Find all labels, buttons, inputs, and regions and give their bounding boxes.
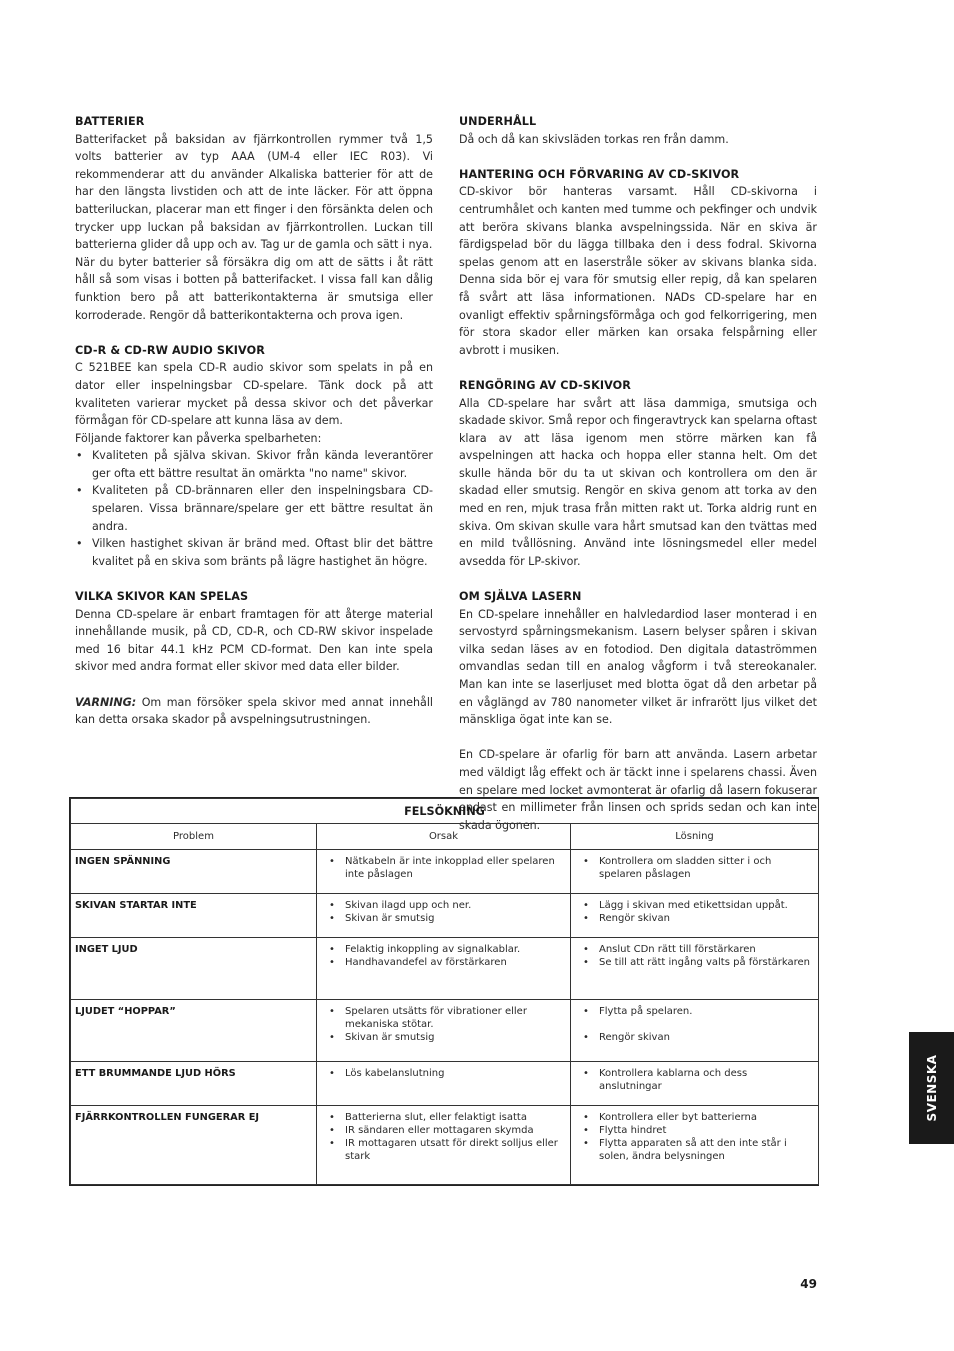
table-header-row (71, 824, 819, 850)
troubleshooting-table (69, 797, 819, 1186)
warning-label: VARNING: (75, 695, 137, 709)
table-row (71, 894, 819, 938)
language-tab (909, 1032, 954, 1144)
paragraph: Denna CD-spelare är enbart framtagen för att återge material innehållande musik, på CD, CD-R, och CD-RW skivor inspelade med 16 bitar 44.1 kHz PCM CD-format. Den kan inte spela skivor med andra format eller skivor med data eller bilder. (75, 607, 433, 674)
solution-cell (571, 1062, 819, 1106)
section-title: RENGÖRING AV CD-SKIVOR (459, 378, 632, 392)
list-item: • Kvaliteten på själva skivan. Skivor från kända leverantörer ger ofta ett bättre resultat än omärkta "no name" skivor. (75, 447, 433, 482)
section-hantering (459, 166, 817, 360)
problem-cell: LJUDET “HOPPAR” (71, 1000, 317, 1062)
list-item: • Flytta apparaten så att den inte står i solen, ändra belysningen (577, 1137, 812, 1163)
cause-cell (317, 1000, 571, 1062)
solution-cell (571, 1106, 819, 1185)
solution-cell (571, 850, 819, 894)
paragraph: En CD-spelare är ofarlig för barn att använda. Lasern arbetar med väldigt låg effekt och är täckt inne i spelarens chassi. Även en spelare med locket avmonterat är ofarlig då lasern fokuserar endast en millimeter från linsen och sprids sedan och kan inte skada ögonen. (459, 748, 817, 832)
paragraph: När du byter batterier så försäkra dig om att de sätts i åt rätt håll så som visas i botten på batterifacket. I vissa fall kan dålig funktion bero på att batterikontakterna är smutsiga eller korroderade. Rengör då batterikontakterna och prova igen. (75, 255, 433, 322)
problem-cell: ETT BRUMMANDE LJUD HÖRS (71, 1062, 317, 1106)
table-row (71, 1062, 819, 1106)
bullet-list (75, 447, 433, 570)
cause-cell (317, 938, 571, 1000)
table-row (71, 1000, 819, 1062)
problem-cell: SKIVAN STARTAR INTE (71, 894, 317, 938)
cause-cell (317, 1062, 571, 1106)
problem-cell: INGET LJUD (71, 938, 317, 1000)
list-item: • Felaktig inkoppling av signalkablar. (323, 943, 564, 956)
section-title: OM SJÄLVA LASERN (459, 590, 582, 604)
section-cdr (75, 342, 433, 571)
list-item: • Lägg i skivan med etikettsidan uppåt. (577, 899, 812, 912)
list-item: • Rengör skivan (577, 912, 812, 925)
list-item: • Spelaren utsätts för vibrationer eller mekaniska stötar. (323, 1005, 564, 1031)
list-item: • Se till att rätt ingång valts på förstärkaren (577, 956, 812, 969)
list-item: • Nätkabeln är inte inkopplad eller spelaren inte påslagen (323, 855, 564, 881)
list-item: • Handhavandefel av förstärkaren (323, 956, 564, 969)
section-title: UNDERHÅLL (459, 115, 537, 128)
list-item: • Kontrollera om sladden sitter i och spelaren påslagen (577, 855, 812, 881)
paragraph: En CD-spelare innehåller en halvledardiod laser monterad i en servostyrd spårningsmekanism. Lasern belyser spåren i skivan vilka sedan läses av en fotodiod. Den digitala dataströmmen omvandlas sedan till en analog vågform i två stereokanaler. Man kan inte se laserljuset med blotta ögat då den arbetar på en våglängd av 780 nanometer vilket är infrarött ljus vilket det mänskliga ögat inte kan se. (459, 607, 817, 727)
section-title: VILKA SKIVOR KAN SPELAS (75, 590, 249, 604)
paragraph: Följande faktorer kan påverka spelbarheten: (75, 431, 322, 445)
column-header-orsak: Orsak (317, 824, 571, 850)
paragraph: Alla CD-spelare har svårt att läsa dammiga, smutsiga och skadade skivor. Små repor och fingeravtryck kan spelarna oftast klara av att läsa igenom men större märken kan få avspelningen att hacka och hoppa eller stanna helt. Om det skulle hända bör du ta ut skivan och kontrollera om den är skadad eller smutsig. Rengör en skiva genom att torka av den med en ren, mjuk trasa från mitten rakt ut. Torka aldrig runt en skiva. Om skivan skulle vara hårt smutsad kan den tvättas med en mild tvållösning. Använd inte lösningsmedel eller medel avsedda för LP-skivor. (459, 396, 817, 568)
list-item: • Batterierna slut, eller felaktigt isatta (323, 1111, 564, 1124)
cause-cell (317, 850, 571, 894)
table-row (71, 850, 819, 894)
section-title: BATTERIER (75, 115, 145, 128)
column-header-problem: Problem (71, 824, 317, 850)
section-vilka-skivor (75, 588, 433, 729)
section-title: HANTERING OCH FÖRVARING AV CD-SKIVOR (459, 167, 740, 181)
list-item: • Skivan ilagd upp och ner. (323, 899, 564, 912)
right-column (459, 113, 817, 852)
warning-text: Om man försöker spela skivor med annat innehåll kan detta orsaka skador på avspelningsutrustningen. (75, 695, 433, 727)
list-item: • Lös kabelanslutning (323, 1067, 564, 1080)
list-item: • IR sändaren eller mottagaren skymda (323, 1124, 564, 1137)
section-underhall (459, 113, 817, 148)
table-title: FELSÖKNING (71, 799, 819, 824)
warning-paragraph (75, 694, 433, 729)
list-item: • IR mottagaren utsatt för direkt solljus eller stark (323, 1137, 564, 1163)
list-item: • Rengör skivan (577, 1031, 812, 1044)
list-item: • Kontrollera eller byt batterierna (577, 1111, 812, 1124)
cause-cell (317, 894, 571, 938)
solution-cell (571, 938, 819, 1000)
problem-cell: FJÄRRKONTROLLEN FUNGERAR EJ (71, 1106, 317, 1185)
solution-cell (571, 1000, 819, 1062)
paragraph: CD-skivor bör hanteras varsamt. Håll CD-skivorna i centrumhålet och kanten med tumme och pekfinger och undvik att beröra skivans blanka avspelningssida. När en skiva är färdigspelad bör du lägga tillbaka den i dess fodral. Skivorna spelas genom att en laserstråle söker av skivans blanka sida. Denna sida bör ej vara för smutsig eller repig, då kan spelaren få svårt att läsa informationen. NADs CD-spelare har en ovanligt effektiv spårningsförmåga och god felkorrigering, men för stora skador eller märken kan orsaka felspårning eller avbrott i musiken. (459, 185, 817, 357)
list-item: • Skivan är smutsig (323, 912, 564, 925)
list-item: • Vilken hastighet skivan är bränd med. Oftast blir det bättre kvalitet på en skiva som bränts på lägre hastighet än högre. (75, 535, 433, 570)
list-item: • Flytta på spelaren. (577, 1005, 812, 1018)
page-number: 49 (800, 1277, 817, 1291)
paragraph: Batterifacket på baksidan av fjärrkontrollen rymmer två 1,5 volts batterier av typ AAA (UM-4 eller IEC R03). Vi rekommenderar att du använder Alkaliska batterier för att de har den längsta livstiden och att de inte läcker. För att öppna batteriluckan, placerar man ett finger i den försänkta delen och trycker upp luckan på baksidan av fjärrkontrollen. Luckan till batterierna glider då upp och av. Tag ur de gamla och sätt i nya. (75, 132, 433, 252)
table-row (71, 1106, 819, 1185)
paragraph: Då och då kan skivsläden torkas ren från damm. (459, 132, 729, 146)
list-item: • Skivan är smutsig (323, 1031, 564, 1044)
list-item: • Kvaliteten på CD-brännaren eller den inspelningsbara CD-spelaren. Vissa brännare/spelare ger ett bättre resultat än andra. (75, 482, 433, 535)
section-batterier (75, 113, 433, 324)
section-rengoring (459, 377, 817, 571)
cause-cell (317, 1106, 571, 1185)
list-item: • Anslut CDn rätt till förstärkaren (577, 943, 812, 956)
problem-cell: INGEN SPÄNNING (71, 850, 317, 894)
list-item: • Flytta hindret (577, 1124, 812, 1137)
paragraph: C 521BEE kan spela CD-R audio skivor som spelats in på en dator eller inspelningsbar CD-spelare. Tänk dock på att kvaliteten varierar mycket på dessa skivor och det påverkar förmågan för CD-spelare att kunna läsa av dem. (75, 361, 433, 428)
left-column (75, 113, 433, 746)
solution-cell (571, 894, 819, 938)
table-row (71, 938, 819, 1000)
list-item: • Kontrollera kablarna och dess anslutningar (577, 1067, 812, 1093)
section-title: CD-R & CD-RW AUDIO SKIVOR (75, 343, 265, 357)
column-header-losning: Lösning (571, 824, 819, 850)
language-tab-label: SVENSKA (924, 1054, 939, 1122)
